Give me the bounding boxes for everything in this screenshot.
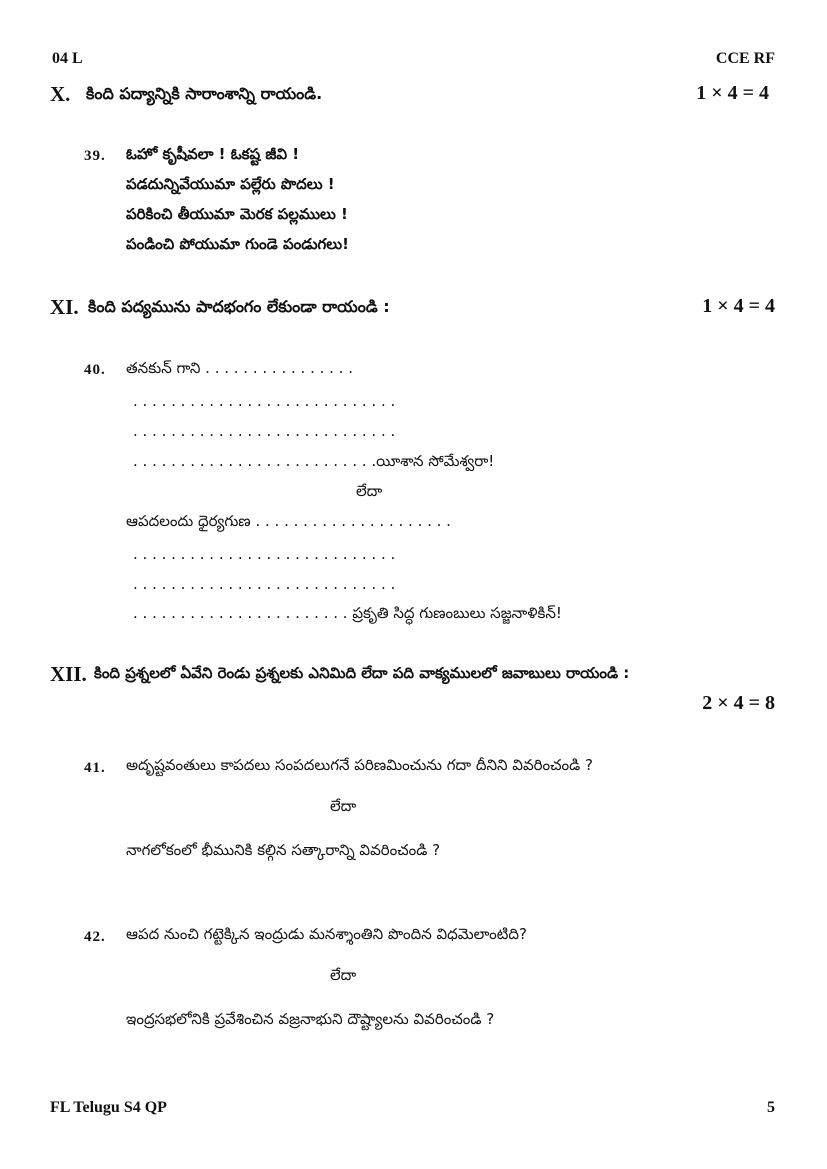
paper-series: CCE RF	[715, 50, 775, 67]
question-42-text: ఆపద నుంచి గట్టెక్కిన ఇంద్రుడు మనశ్శాంతిని పొందిన విధమెలాంటిది?	[126, 925, 527, 943]
poem-1-last-line: . . . . . . . . . . . . . . . . . . . . . . . . . .యీశాన సోమేశ్వరా!	[133, 452, 495, 470]
poem-1-first-line: తనకున్ గాని . . . . . . . . . . . . . . . .	[126, 359, 353, 377]
question-40-number: 40.	[84, 362, 106, 378]
or-separator-42: లేదా	[330, 966, 357, 984]
poem-1-blank-line-2: . . . . . . . . . . . . . . . . . . . . . . . . . . . .	[133, 422, 396, 440]
or-separator-41: లేదా	[330, 797, 357, 815]
paper-code: 04 L	[52, 50, 83, 67]
footer-paper-name: FL Telugu S4 QP	[50, 1099, 167, 1116]
section-xii-marks: 2 × 4 = 8	[702, 692, 775, 714]
question-42-number: 42.	[84, 929, 106, 945]
section-x-marks: 1 × 4 = 4	[696, 82, 769, 104]
section-xi-label: XI.	[50, 295, 79, 319]
poem-39-line-4: పండించి పోయుమా గుండె పండుగలు!	[126, 235, 349, 253]
question-42-alt-text: ఇంద్రసభలోనికి ప్రవేశించిన వజ్రనాభుని దౌష్ట్యాలను వివరించండి ?	[126, 1010, 495, 1028]
section-xii-instruction: కింది ప్రశ్నలలో ఏవేని రెండు ప్రశ్నలకు ఎనిమిది లేదా పది వాక్యములలో జవాబులు రాయండి :	[94, 664, 630, 682]
question-41-alt-text: నాగలోకంలో భీమునికి కల్గిన సత్కారాన్ని వివరించండి ?	[126, 841, 441, 859]
question-39-number: 39.	[84, 148, 106, 164]
question-41-text: అదృష్టవంతులు కాపదలు సంపదలుగనే పరిణమించును గదా దీనిని వివరించండి ?	[126, 756, 593, 774]
poem-39-line-3: పరికించి తీయుమా మెరక పల్లములు !	[126, 205, 348, 223]
section-xii-label: XII.	[50, 662, 87, 686]
section-xi-marks: 1 × 4 = 4	[702, 295, 775, 317]
section-x-instruction: కింది పద్యాన్నికి సారాంశాన్ని రాయండి.	[86, 84, 323, 103]
or-separator-40: లేదా	[356, 482, 383, 500]
poem-39-line-2: పడదున్నివేయుమా పల్లేరు పొదలు !	[126, 175, 335, 193]
poem-39-line-1: ఓహో కృషీవలా ! ఓకష్ట జీవి !	[126, 145, 300, 163]
poem-2-blank-line-1: . . . . . . . . . . . . . . . . . . . . . . . . . . . .	[133, 545, 396, 563]
poem-2-last-line: . . . . . . . . . . . . . . . . . . . . . . . ప్రకృతి సిద్ధ గుణంబులు సజ్జనాళికిన్!	[133, 604, 562, 622]
poem-2-first-line: ఆపదలందు ధైర్యగుణ . . . . . . . . . . . . . . . . . . . . .	[126, 512, 451, 530]
section-x-label: X.	[50, 82, 71, 106]
section-xi-instruction: కింది పద్యమును పాదభంగం లేకుండా రాయండి :	[88, 297, 390, 316]
page-number: 5	[767, 1099, 775, 1116]
poem-1-blank-line-1: . . . . . . . . . . . . . . . . . . . . . . . . . . . .	[133, 392, 396, 410]
question-41-number: 41.	[84, 760, 106, 776]
poem-2-blank-line-2: . . . . . . . . . . . . . . . . . . . . . . . . . . . .	[133, 575, 396, 593]
